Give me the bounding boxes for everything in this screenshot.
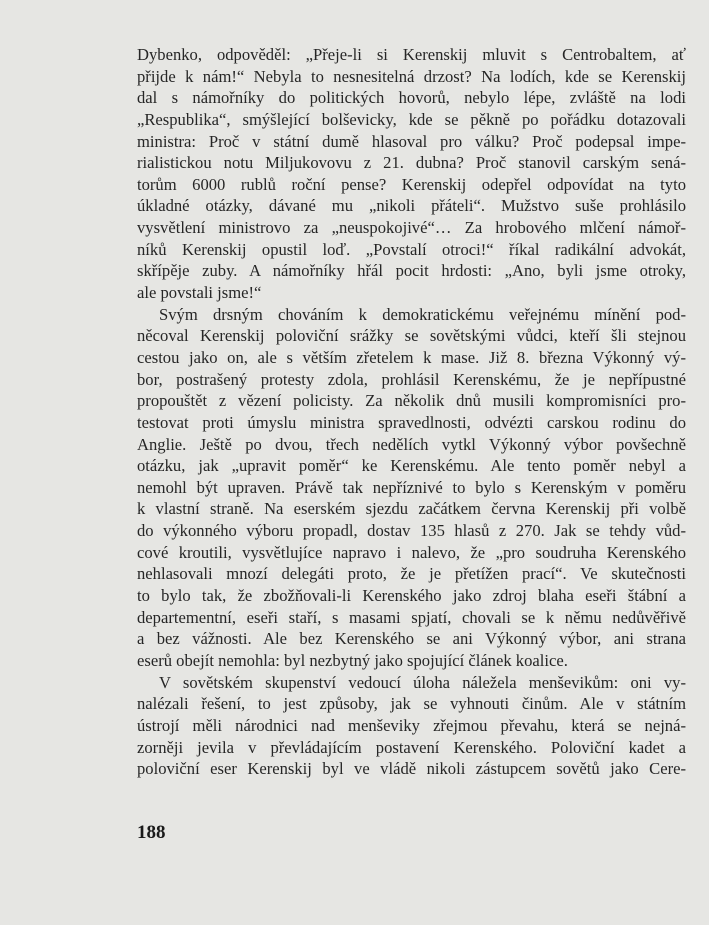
text-line: torům 6000 rublů roční pense? Kerenskij odepřel odpovídat na tyto — [137, 174, 686, 194]
text-line: nalézali řešení, to jest způsoby, jak se vyhnouti činům. Ale v státním — [137, 694, 686, 714]
text-line: Svým drsným chováním k demokratickému veřejnému mínění pod- — [159, 304, 686, 324]
text-line: to bylo tak, že zbožňovali-li Kerenského jako zdroj blaha eseři štábní a — [137, 586, 686, 606]
text-line: přijde k nám!“ Nebyla to nesnesitelná drzost? Na lodích, kde se Kerenskij — [137, 66, 686, 86]
text-line: V sovětském skupenství vedoucí úloha náležela menševikům: oni vy- — [159, 672, 686, 692]
text-line: rialistickou notu Miljukovovu z 21. dubna? Proč stanovil carským sená- — [137, 153, 686, 173]
text-line: skřípěje zuby. A námořníky hřál pocit hrdosti: „Ano, byli jsme otroky, — [137, 261, 686, 281]
text-line: níků Kerenskij opustil loď. „Povstalí otroci!“ říkal radikální advokát, — [137, 239, 686, 259]
text-line: propouštět z vězení policisty. Za několik dnů musili kompromisníci pro- — [137, 391, 686, 411]
text-line: testovat proti úmyslu ministra spravedlnosti, odvézti carskou rodinu do — [137, 412, 686, 432]
text-line: ministra: Proč v státní dumě hlasoval pro válku? Proč podepsal impe- — [137, 131, 686, 151]
page-body-text — [137, 44, 686, 780]
text-line: poloviční eser Kerenskij byl ve vládě nikoli zástupcem sovětů jako Cere- — [137, 759, 686, 779]
text-line: úkladné otázky, dávané mu „nikoli přáteli“. Mužstvo suše prohlásilo — [137, 196, 686, 216]
text-line: ústrojí měli národnici nad menševiky zřejmou převahu, která se nejná- — [137, 715, 686, 735]
paragraph — [137, 44, 686, 304]
text-line: ale povstali jsme!“ — [137, 283, 262, 303]
paragraph — [137, 672, 686, 780]
text-line: cové kroutili, vysvětlujíce napravo i nalevo, že „pro soudruha Kerenského — [137, 542, 686, 562]
text-line: nehlasovali mnozí delegáti proto, že je přetížen prací“. Ve skutečnosti — [137, 564, 686, 584]
text-line: dal s námořníky do politických hovorů, nebylo lépe, zvláště na lodi — [137, 88, 686, 108]
text-line: eserů obejít nemohla: byl nezbytný jako spojující článek koalice. — [137, 650, 568, 670]
text-line: otázku, jak „upravit poměr“ ke Kerenskému. Ale tento poměr nebyl a — [137, 456, 686, 476]
text-line: k vlastní straně. Na eserském sjezdu začátkem června Kerenskij při volbě — [137, 499, 686, 519]
text-line: bor, postrašený protesty zdola, prohlásil Kerenskému, že je nepřípustné — [137, 369, 686, 389]
text-line: do výkonného výboru propadl, dostav 135 hlasů z 270. Jak se tehdy vůd- — [137, 521, 686, 541]
text-line: „Respublika“, smýšlející bolševicky, kde se pěkně po pořádku dotazovali — [137, 109, 686, 129]
text-line: cestou jako on, ale s větším zřetelem k mase. Již 8. března Výkonný vý- — [137, 347, 686, 367]
text-line: vysvětlení ministrovo za „neuspokojivé“… Za hrobového mlčení námoř- — [137, 218, 686, 238]
text-line: nemohl být upraven. Právě tak nepříznivé to bylo s Kerenským v poměru — [137, 477, 686, 497]
paragraph — [137, 304, 686, 672]
text-line: a bez vážnosti. Ale bez Kerenského se ani Výkonný výbor, ani strana — [137, 629, 686, 649]
text-line: departementní, eseři staří, s masami spjatí, chovali se k němu nedůvěřivě — [137, 607, 686, 627]
text-line: něcoval Kerenskij poloviční srážky se sovětskými vůdci, kteří šli stejnou — [137, 326, 686, 346]
page-number: 188 — [137, 822, 166, 843]
text-line: Anglie. Ještě po dvou, třech nedělích vytkl Výkonný výbor povšechně — [137, 434, 686, 454]
text-line: zorněji jevila v převládajícím postavení Kerenského. Poloviční kadet a — [137, 737, 686, 757]
text-line: Dybenko, odpověděl: „Přeje-li si Kerenskij mluvit s Centrobaltem, ať — [137, 45, 686, 64]
